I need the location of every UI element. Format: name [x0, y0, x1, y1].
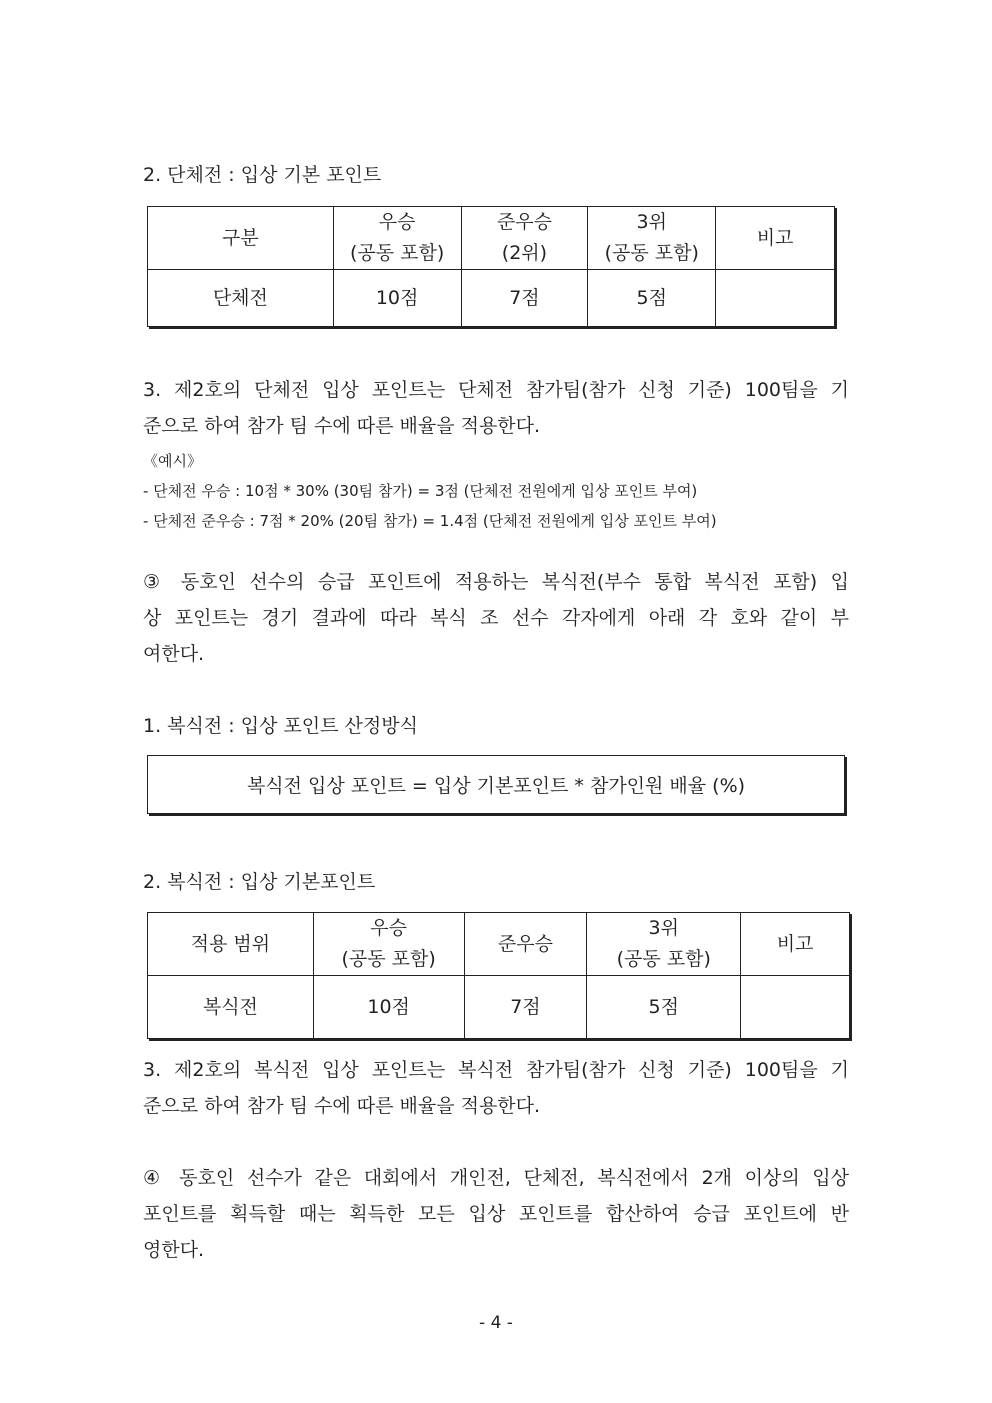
table-row	[148, 976, 850, 1039]
cell-runner-up-points: 7점	[464, 976, 587, 1039]
table-header-row	[148, 913, 850, 976]
team-rule-paragraph	[143, 372, 849, 444]
doubles-formula: 복식전 입상 포인트 = 입상 기본포인트 * 참가인원 배율 (%)	[246, 775, 746, 797]
header-third-line2: (공동 포함)	[616, 948, 711, 970]
header-winner-line1: 우승	[378, 211, 416, 233]
header-cell-third	[587, 913, 741, 976]
header-runner-up-line2: (2위)	[501, 242, 548, 264]
header-cell-remarks: 비고	[716, 207, 835, 270]
example-label: 《예시》	[143, 452, 202, 470]
doubles-rule-paragraph	[143, 1052, 849, 1124]
header-winner-line1: 우승	[370, 917, 407, 939]
header-cell-runner-up: 준우승	[464, 913, 587, 976]
doubles-rule-line2: 준으로 하여 참가 팀 수에 따른 배율을 적용한다.	[143, 1095, 541, 1117]
header-cell-winner	[333, 207, 461, 270]
cell-third-points: 5점	[588, 270, 716, 327]
header-cell-scope: 적용 범위	[148, 913, 314, 976]
header-cell-category: 구분	[148, 207, 334, 270]
cell-third-points: 5점	[587, 976, 741, 1039]
cell-category: 단체전	[148, 270, 334, 327]
doubles-intro-paragraph	[143, 564, 849, 672]
team-rule-line2: 준으로 하여 참가 팀 수에 따른 배율을 적용한다.	[143, 415, 541, 437]
combined-rule-line2: 포인트를 획득할 때는 획득한 모든 입상 포인트를 합산하여 승급 포인트에 반	[143, 1203, 849, 1225]
cell-remarks	[741, 976, 850, 1039]
doubles-formula-box	[147, 755, 845, 814]
cell-remarks	[716, 270, 835, 327]
header-cell-runner-up	[461, 207, 588, 270]
header-third-line1: 3위	[636, 211, 667, 233]
combined-rule-line1: ④ 동호인 선수가 같은 대회에서 개인전, 단체전, 복식전에서 2개 이상의 입상	[143, 1167, 849, 1189]
combined-rule-paragraph	[143, 1160, 849, 1268]
header-winner-line2: (공동 포함)	[349, 242, 445, 264]
cell-runner-up-points: 7점	[461, 270, 588, 327]
doubles-intro-line2: 상 포인트는 경기 결과에 따라 복식 조 선수 각자에게 아래 각 호와 같이 부	[143, 607, 849, 629]
header-third-line2: (공동 포함)	[604, 242, 699, 264]
doubles-points-table	[147, 912, 850, 1039]
cell-winner-points: 10점	[313, 976, 464, 1039]
header-cell-remarks: 비고	[741, 913, 850, 976]
header-cell-winner	[313, 913, 464, 976]
example-line-1: - 단체전 우승 : 10점 * 30% (30팀 참가) = 3점 (단체전 전원에게 입상 포인트 부여)	[143, 482, 698, 500]
combined-rule-line3: 영한다.	[143, 1239, 205, 1261]
header-cell-third	[588, 207, 716, 270]
doubles-intro-line3: 여한다.	[143, 643, 205, 665]
team-points-heading: 2. 단체전 : 입상 기본 포인트	[143, 164, 382, 186]
header-runner-up-line1: 준우승	[496, 211, 552, 233]
doubles-intro-line1: ③ 동호인 선수의 승급 포인트에 적용하는 복식전(부수 통합 복식전 포함) 입	[143, 571, 849, 593]
cell-scope: 복식전	[148, 976, 314, 1039]
team-points-table	[147, 206, 835, 327]
doubles-calc-heading: 1. 복식전 : 입상 포인트 산정방식	[143, 715, 418, 737]
header-third-line1: 3위	[648, 917, 679, 939]
doubles-points-heading: 2. 복식전 : 입상 기본포인트	[143, 871, 376, 893]
page-number: - 4 -	[479, 1313, 513, 1333]
cell-winner-points: 10점	[333, 270, 461, 327]
example-line-2: - 단체전 준우승 : 7점 * 20% (20팀 참가) = 1.4점 (단체전 전원에게 입상 포인트 부여)	[143, 512, 717, 530]
header-winner-line2: (공동 포함)	[341, 948, 436, 970]
doubles-rule-line1: 3. 제2호의 복식전 입상 포인트는 복식전 참가팀(참가 신청 기준) 100팀을 기	[143, 1059, 849, 1081]
team-rule-line1: 3. 제2호의 단체전 입상 포인트는 단체전 참가팀(참가 신청 기준) 100팀을 기	[143, 379, 849, 401]
table-row	[148, 270, 835, 327]
table-header-row	[148, 207, 835, 270]
